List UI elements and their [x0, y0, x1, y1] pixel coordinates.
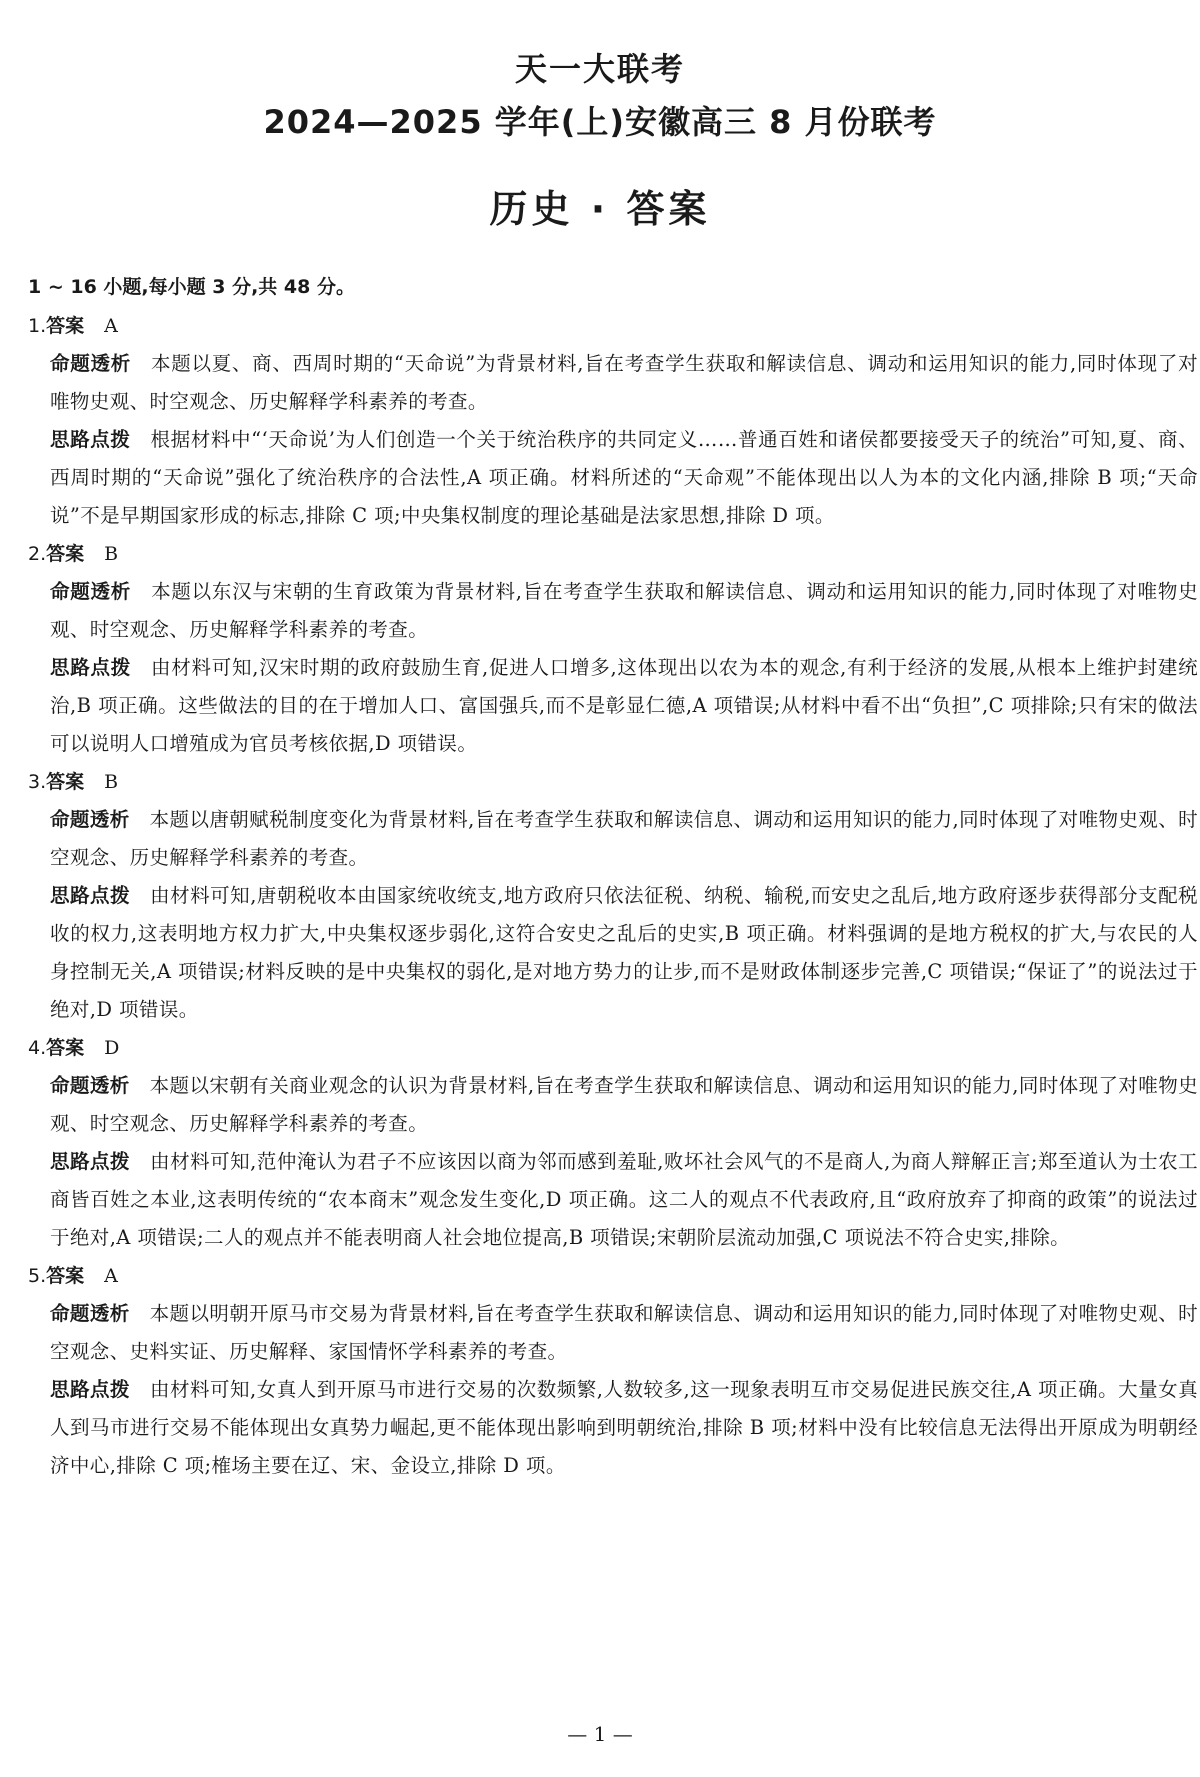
- answer-line: [28, 1029, 1176, 1067]
- reasoning-paragraph: [50, 649, 1198, 763]
- reasoning-text: 由材料可知,范仲淹认为君子不应该因以商为邻而感到羞耻,败坏社会风气的不是商人,为商人辩解正言;郑至道认为士农工商皆百姓之本业,这表明传统的“农本商末”观念发生变化,D 项正确。这二人的观点不代表政府,且“政府放弃了抑商的政策”的说法过于绝对,A 项错误;二人的观点并不能表明商人社会地位提高,B 项错误;宋朝阶层流动加强,C 项说法不符合史实,排除。: [50, 1150, 1198, 1249]
- answer-label: 答案: [46, 1265, 85, 1287]
- analysis-text: 本题以唐朝赋税制度变化为背景材料,旨在考查学生获取和解读信息、调动和运用知识的能力,同时体现了对唯物史观、时空观念、历史解释学科素养的考查。: [50, 808, 1199, 869]
- answer-value: A: [104, 315, 118, 337]
- analysis-label: 命题透析: [50, 1302, 130, 1325]
- reasoning-text: 由材料可知,女真人到开原马市进行交易的次数频繁,人数较多,这一现象表明互市交易促进民族交往,A 项正确。大量女真人到马市进行交易不能体现出女真势力崛起,更不能体现出影响到明朝统治,排除 B 项;材料中没有比较信息无法得出开原成为明朝经济中心,排除 C 项;榷场主要在辽、宋、金设立,排除 D 项。: [50, 1378, 1198, 1477]
- answer-line: [28, 1257, 1176, 1295]
- question-number: 2.: [28, 543, 47, 565]
- analysis-text: 本题以宋朝有关商业观念的认识为背景材料,旨在考查学生获取和解读信息、调动和运用知识的能力,同时体现了对唯物史观、时空观念、历史解释学科素养的考查。: [50, 1074, 1199, 1135]
- analysis-label: 命题透析: [50, 580, 132, 603]
- reasoning-text: 根据材料中“‘天命说’为人们创造一个关于统治秩序的共同定义……普通百姓和诸侯都要接受天子的统治”可知,夏、商、西周时期的“天命说”强化了统治秩序的合法性,A 项正确。材料所述的“天命观”不能体现出以人为本的文化内涵,排除 B 项;“天命说”不是早期国家形成的标志,排除 C 项;中央集权制度的理论基础是法家思想,排除 D 项。: [50, 428, 1198, 527]
- analysis-label: 命题透析: [50, 808, 130, 831]
- question-number: 1.: [28, 315, 47, 337]
- reasoning-label: 思路点拨: [50, 656, 132, 679]
- analysis-label: 命题透析: [50, 1074, 130, 1097]
- answer-list: [28, 307, 1199, 1485]
- reasoning-paragraph: [50, 877, 1198, 1029]
- answer-value: B: [104, 543, 119, 565]
- analysis-paragraph: [50, 573, 1198, 649]
- answer-value: A: [104, 1265, 118, 1287]
- exam-organizer-title: 天一大联考: [514, 50, 685, 88]
- question-1: [28, 307, 1198, 535]
- analysis-text: 本题以明朝开原马市交易为背景材料,旨在考查学生获取和解读信息、调动和运用知识的能力,同时体现了对唯物史观、时空观念、史料实证、历史解释、家国情怀学科素养的考查。: [50, 1302, 1199, 1363]
- answer-label: 答案: [46, 1037, 85, 1059]
- answer-value: D: [104, 1037, 120, 1059]
- question-2: [28, 535, 1198, 763]
- question-number: 4.: [28, 1037, 47, 1059]
- question-number: 5.: [28, 1265, 47, 1287]
- reasoning-label: 思路点拨: [50, 428, 131, 451]
- reasoning-label: 思路点拨: [50, 1378, 131, 1401]
- analysis-paragraph: [50, 1295, 1198, 1371]
- reasoning-paragraph: [50, 421, 1198, 535]
- question-5: [28, 1257, 1199, 1485]
- reasoning-paragraph: [50, 1371, 1198, 1485]
- reasoning-label: 思路点拨: [50, 884, 131, 907]
- question-number: 3.: [28, 771, 47, 793]
- reasoning-text: 由材料可知,汉宋时期的政府鼓励生育,促进人口增多,这体现出以农为本的观念,有利于经济的发展,从根本上维护封建统治,B 项正确。这些做法的目的在于增加人口、富国强兵,而不是彰显仁德,A 项错误;从材料中看不出“负担”,C 项排除;只有宋的做法可以说明人口增殖成为官员考核依据,D 项错误。: [50, 656, 1198, 755]
- reasoning-text: 由材料可知,唐朝税收本由国家统收统支,地方政府只依法征税、纳税、输税,而安史之乱后,地方政府逐步获得部分支配税收的权力,这表明地方权力扩大,中央集权逐步弱化,这符合安史之乱后的史实,B 项正确。材料强调的是地方税权的扩大,与农民的人身控制无关,A 项错误;材料反映的是中央集权的弱化,是对地方势力的让步,而不是财政体制逐步完善,C 项错误;“保证了”的说法过于绝对,D 项错误。: [50, 884, 1198, 1021]
- exam-name-title: 2024—2025 学年(上)安徽高三 8 月份联考: [263, 103, 937, 141]
- section-intro: 1 ~ 16 小题,每小题 3 分,共 48 分。: [28, 276, 355, 298]
- subject-title: 历史 · 答案: [489, 187, 711, 231]
- analysis-text: 本题以夏、商、西周时期的“天命说”为背景材料,旨在考查学生获取和解读信息、调动和运用知识的能力,同时体现了对唯物史观、时空观念、历史解释学科素养的考查。: [50, 352, 1198, 413]
- reasoning-paragraph: [50, 1143, 1198, 1257]
- question-4: [28, 1029, 1199, 1257]
- answer-line: [28, 763, 1176, 801]
- question-3: [28, 763, 1199, 1029]
- answer-label: 答案: [46, 771, 85, 793]
- analysis-text: 本题以东汉与宋朝的生育政策为背景材料,旨在考查学生获取和解读信息、调动和运用知识的能力,同时体现了对唯物史观、时空观念、历史解释学科素养的考查。: [50, 580, 1198, 641]
- reasoning-label: 思路点拨: [50, 1150, 131, 1173]
- answer-label: 答案: [46, 543, 85, 565]
- answer-line: [28, 307, 1176, 345]
- answer-line: [28, 535, 1176, 573]
- answer-label: 答案: [46, 315, 85, 337]
- page-number: — 1 —: [567, 1722, 633, 1746]
- analysis-label: 命题透析: [50, 352, 131, 375]
- analysis-paragraph: [50, 1067, 1198, 1143]
- answer-value: B: [104, 771, 119, 793]
- analysis-paragraph: [50, 345, 1198, 421]
- analysis-paragraph: [50, 801, 1198, 877]
